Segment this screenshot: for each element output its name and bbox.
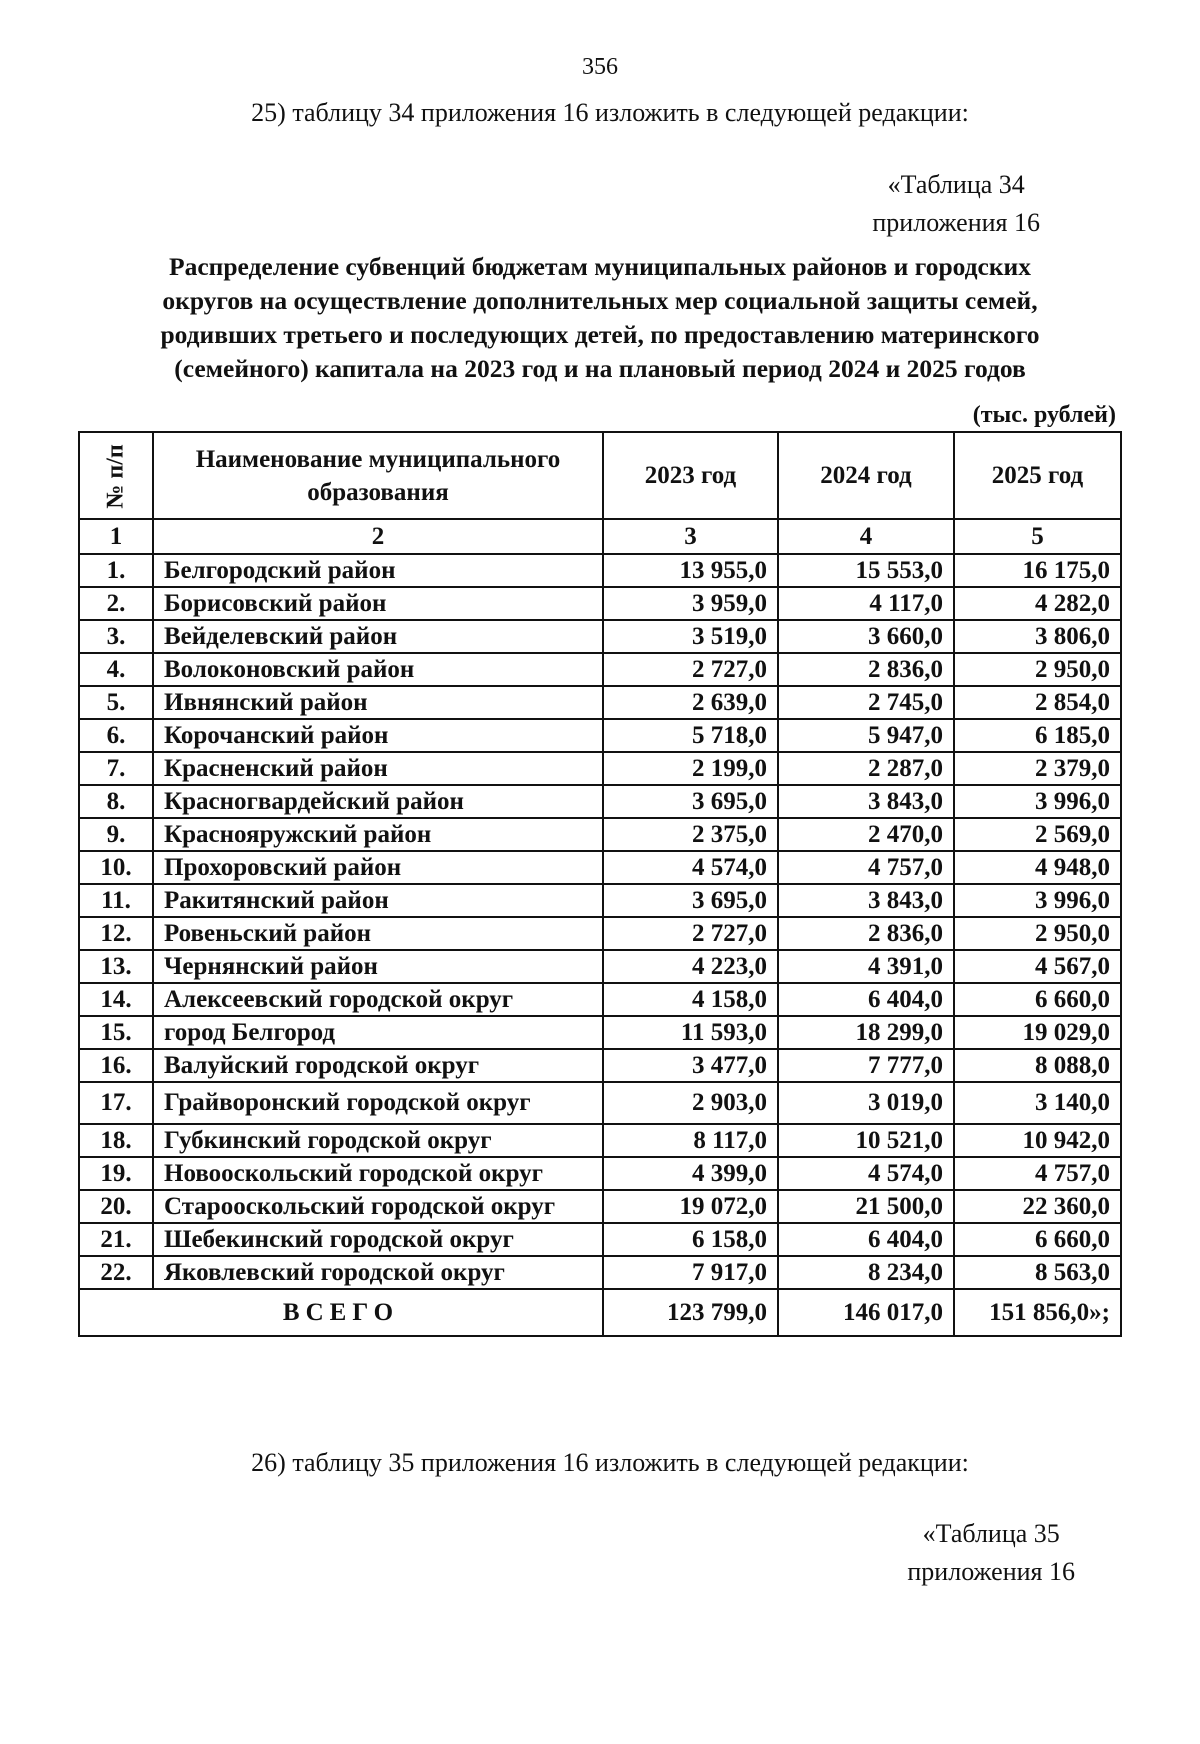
municipality-name: Алексеевский городской округ [153,983,603,1016]
row-number: 18. [79,1124,153,1157]
municipality-name: Ракитянский район [153,884,603,917]
municipality-name: город Белгород [153,1016,603,1049]
value-2023: 4 574,0 [603,851,778,884]
title-line-1: Распределение субвенций бюджетам муниципальных районов и городских [169,252,1031,281]
table-34-caption [872,166,1040,242]
caption-line-1: «Таблица 34 [887,170,1025,199]
unit-label: (тыс. рублей) [972,402,1116,428]
header-2025: 2025 год [954,432,1121,519]
row-number: 21. [79,1223,153,1256]
row-number: 4. [79,653,153,686]
municipality-name: Прохоровский район [153,851,603,884]
value-2025: 3 996,0 [954,884,1121,917]
row-number: 2. [79,587,153,620]
table-row [79,1049,1121,1082]
row-number: 22. [79,1256,153,1289]
municipality-name: Новооскольский городской округ [153,1157,603,1190]
value-2024: 10 521,0 [778,1124,954,1157]
municipality-name: Краснояружский район [153,818,603,851]
table-row [79,1016,1121,1049]
municipality-name: Яковлевский городской округ [153,1256,603,1289]
table-row [79,653,1121,686]
table-35-caption [907,1515,1075,1591]
row-number: 20. [79,1190,153,1223]
table-row [79,1190,1121,1223]
value-2023: 2 903,0 [603,1082,778,1124]
value-2024: 2 836,0 [778,653,954,686]
value-2025: 4 948,0 [954,851,1121,884]
value-2025: 2 569,0 [954,818,1121,851]
row-number: 12. [79,917,153,950]
value-2025: 16 175,0 [954,554,1121,587]
total-2024: 146 017,0 [778,1289,954,1336]
value-2024: 4 117,0 [778,587,954,620]
table-row [79,1124,1121,1157]
municipality-name: Красногвардейский район [153,785,603,818]
value-2023: 2 727,0 [603,653,778,686]
value-2023: 3 477,0 [603,1049,778,1082]
value-2024: 5 947,0 [778,719,954,752]
page-number: 356 [582,54,618,80]
value-2024: 3 843,0 [778,785,954,818]
value-2023: 3 695,0 [603,884,778,917]
value-2025: 22 360,0 [954,1190,1121,1223]
value-2023: 5 718,0 [603,719,778,752]
value-2024: 6 404,0 [778,983,954,1016]
table-row [79,554,1121,587]
value-2025: 19 029,0 [954,1016,1121,1049]
amendment-instruction-25: 25) таблицу 34 приложения 16 изложить в следующей редакции: [251,98,969,127]
row-number: 10. [79,851,153,884]
value-2025: 3 140,0 [954,1082,1121,1124]
amendment-instruction-26: 26) таблицу 35 приложения 16 изложить в следующей редакции: [251,1448,969,1477]
value-2025: 6 660,0 [954,1223,1121,1256]
row-number: 3. [79,620,153,653]
row-number: 9. [79,818,153,851]
column-number: 5 [954,519,1121,554]
caption-line-2: приложения 16 [872,208,1040,237]
value-2024: 2 287,0 [778,752,954,785]
value-2024: 2 745,0 [778,686,954,719]
total-label: ВСЕГО [79,1289,603,1336]
value-2023: 8 117,0 [603,1124,778,1157]
value-2023: 3 959,0 [603,587,778,620]
table-row [79,1082,1121,1124]
municipality-name: Ровеньский район [153,917,603,950]
value-2025: 3 996,0 [954,785,1121,818]
column-number-row [79,519,1121,554]
header-row [79,432,1121,519]
value-2025: 8 563,0 [954,1256,1121,1289]
municipality-name: Волоконовский район [153,653,603,686]
table-row [79,785,1121,818]
value-2024: 2 470,0 [778,818,954,851]
value-2024: 4 391,0 [778,950,954,983]
total-row [79,1289,1121,1336]
value-2025: 3 806,0 [954,620,1121,653]
table-row [79,917,1121,950]
table-row [79,587,1121,620]
value-2025: 10 942,0 [954,1124,1121,1157]
value-2023: 7 917,0 [603,1256,778,1289]
title-line-2: округов на осуществление дополнительных мер социальной защиты семей, [162,286,1038,315]
value-2025: 2 950,0 [954,653,1121,686]
row-number: 13. [79,950,153,983]
municipality-name: Старооскольский городской округ [153,1190,603,1223]
value-2023: 19 072,0 [603,1190,778,1223]
caption-line-1: «Таблица 35 [922,1519,1060,1548]
municipality-name: Корочанский район [153,719,603,752]
value-2024: 6 404,0 [778,1223,954,1256]
value-2025: 4 757,0 [954,1157,1121,1190]
value-2023: 11 593,0 [603,1016,778,1049]
municipality-name: Чернянский район [153,950,603,983]
row-number: 11. [79,884,153,917]
row-number: 14. [79,983,153,1016]
municipality-name: Грайворонский городской округ [153,1082,603,1124]
municipality-name: Ивнянский район [153,686,603,719]
subvention-table [78,431,1122,1337]
column-number: 3 [603,519,778,554]
header-2023: 2023 год [603,432,778,519]
municipality-name: Борисовский район [153,587,603,620]
table-row [79,884,1121,917]
value-2024: 8 234,0 [778,1256,954,1289]
value-2024: 18 299,0 [778,1016,954,1049]
row-number: 16. [79,1049,153,1082]
table-row [79,1256,1121,1289]
value-2023: 3 695,0 [603,785,778,818]
value-2024: 7 777,0 [778,1049,954,1082]
table-title [78,250,1122,386]
municipality-name: Белгородский район [153,554,603,587]
header-number: № п/п [79,432,153,519]
table-row [79,950,1121,983]
table-row [79,818,1121,851]
row-number: 7. [79,752,153,785]
value-2023: 3 519,0 [603,620,778,653]
column-number: 1 [79,519,153,554]
value-2023: 6 158,0 [603,1223,778,1256]
title-line-3: родивших третьего и последующих детей, по предоставлению материнского [160,320,1040,349]
value-2023: 2 639,0 [603,686,778,719]
value-2025: 2 379,0 [954,752,1121,785]
municipality-name: Валуйский городской округ [153,1049,603,1082]
row-number: 15. [79,1016,153,1049]
table-row [79,620,1121,653]
header-2024: 2024 год [778,432,954,519]
table-row [79,1223,1121,1256]
value-2023: 4 158,0 [603,983,778,1016]
total-2023: 123 799,0 [603,1289,778,1336]
municipality-name: Вейделевский район [153,620,603,653]
value-2024: 3 660,0 [778,620,954,653]
value-2025: 4 567,0 [954,950,1121,983]
value-2024: 2 836,0 [778,917,954,950]
table-row [79,719,1121,752]
value-2023: 2 199,0 [603,752,778,785]
value-2024: 4 574,0 [778,1157,954,1190]
total-2025: 151 856,0»; [954,1289,1121,1336]
row-number: 1. [79,554,153,587]
table-row [79,983,1121,1016]
row-number: 19. [79,1157,153,1190]
value-2025: 6 660,0 [954,983,1121,1016]
value-2025: 2 950,0 [954,917,1121,950]
table-row [79,752,1121,785]
value-2024: 4 757,0 [778,851,954,884]
caption-line-2: приложения 16 [907,1557,1075,1586]
value-2025: 8 088,0 [954,1049,1121,1082]
row-number: 17. [79,1082,153,1124]
value-2024: 3 019,0 [778,1082,954,1124]
value-2025: 2 854,0 [954,686,1121,719]
municipality-name: Красненский район [153,752,603,785]
header-name: Наименование муниципального образования [153,432,603,519]
table-row [79,1157,1121,1190]
value-2023: 2 727,0 [603,917,778,950]
row-number: 5. [79,686,153,719]
value-2024: 3 843,0 [778,884,954,917]
value-2024: 15 553,0 [778,554,954,587]
value-2023: 13 955,0 [603,554,778,587]
table-row [79,851,1121,884]
municipality-name: Губкинский городской округ [153,1124,603,1157]
value-2023: 4 399,0 [603,1157,778,1190]
value-2025: 6 185,0 [954,719,1121,752]
municipality-name: Шебекинский городской округ [153,1223,603,1256]
column-number: 2 [153,519,603,554]
row-number: 8. [79,785,153,818]
row-number: 6. [79,719,153,752]
value-2024: 21 500,0 [778,1190,954,1223]
value-2025: 4 282,0 [954,587,1121,620]
value-2023: 2 375,0 [603,818,778,851]
title-line-4: (семейного) капитала на 2023 год и на плановый период 2024 и 2025 годов [174,354,1026,383]
column-number: 4 [778,519,954,554]
table-row [79,686,1121,719]
value-2023: 4 223,0 [603,950,778,983]
